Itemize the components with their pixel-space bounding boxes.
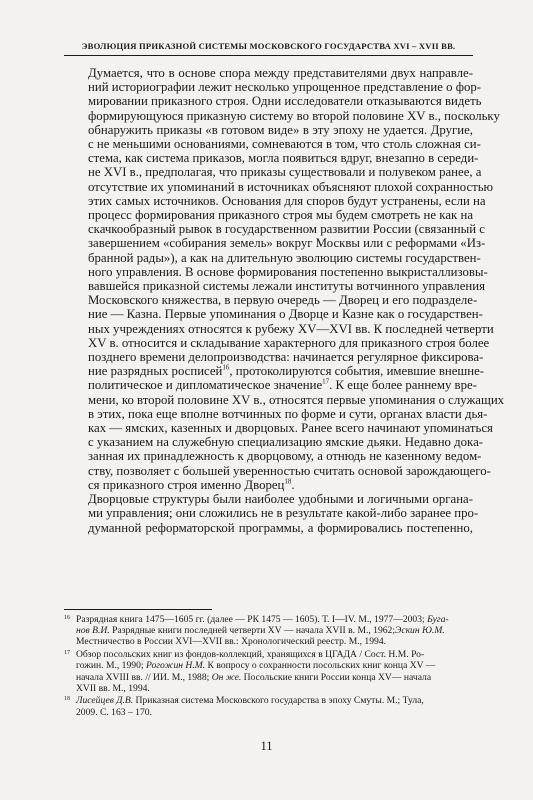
footnote-text: Посольские книги России конца XV— начала <box>241 671 432 683</box>
footnote-line <box>76 614 473 625</box>
text-line: ных учреждениях относятся к рубежу XV—XVI вв. К последней четверти <box>88 321 494 336</box>
running-head: ЭВОЛЮЦИЯ ПРИКАЗНОЙ СИСТЕМЫ МОСКОВСКОГО ГОСУДАРСТВА XVI – XVII ВВ. <box>81 41 456 51</box>
line-text: ся приказного строя именно Дворец <box>88 477 285 492</box>
text-line: этих самых источников. Основания для споров будут устранены, если на <box>88 193 486 208</box>
footnote-text: Разрядная книга 1475—1605 гг. (далее — РК 1475 — 1605). Т. I—IV. М., 1977—2003; <box>76 614 428 625</box>
text-line <box>64 478 473 492</box>
footnote-ref-18[interactable]: 18 <box>284 477 292 486</box>
text-line: ми управления; они сложились не в результате какой-либо заранее про- <box>88 506 479 521</box>
page-number: 11 <box>260 739 273 753</box>
footnote-line: Местничество в России XVI—XVII вв.: Хронологический реестр. М., 1994. <box>76 636 387 648</box>
line-text: политическое и дипломатическое значение <box>88 378 323 393</box>
text-line <box>64 378 477 393</box>
author-name: нов В.И. <box>76 625 110 637</box>
line-text: ние разрядных росписей <box>88 364 223 379</box>
text-line: скачкообразный рывок в государственном развитии России (связанный с <box>88 222 485 237</box>
text-line: позднего времени делопроизводства: начинается регулярное фиксирова- <box>88 350 484 365</box>
text-line: формирующуюся приказную систему во второй половине XV в., поскольку <box>88 108 500 123</box>
text-line: не XVI в., предполагая, что приказы существовали и полувеком ранее, а <box>88 165 482 180</box>
footnote-line <box>76 625 473 636</box>
footnote-16 <box>64 614 473 648</box>
footnote-text: Приказная система Московского государства в эпоху Смуты. М.; Тула, <box>133 695 424 707</box>
main-text <box>64 66 505 535</box>
footnote-text: гожин. М., 1990; <box>76 660 146 672</box>
text-line: ний историографии лежит несколько упрощенное представление о фор- <box>88 80 482 95</box>
footnote-18 <box>64 695 473 717</box>
footnote-ref-16[interactable]: 16 <box>222 364 230 372</box>
text-line: Думается, что в основе спора между представителями двух направле- <box>88 66 473 80</box>
paragraph-1 <box>64 66 505 492</box>
footnote-line: 2009. С. 163 – 170. <box>76 706 152 718</box>
footnote-text: К вопросу о сохранности посольских книг конца XV — <box>205 660 436 672</box>
footnote-line: XVII вв. М., 1994. <box>76 682 150 694</box>
text-line: стема, как система приказов, могла появиться вдруг, внезапно в середи- <box>88 151 479 166</box>
text-line: занная их принадлежность к дворцовому, а отнюдь не казенному ведом- <box>88 449 482 464</box>
footnote-rule <box>64 609 212 610</box>
footnotes <box>64 614 473 719</box>
text-line: Дворцовые структуры были наиболее удобными и логичными органа- <box>88 492 473 507</box>
text-line: ного управления. В основе формирования постепенно выкристаллизовы- <box>88 264 488 279</box>
text-line: с не меньшими основаниями, сомневаются в том, что столь сложная си- <box>88 137 481 152</box>
paragraph-2 <box>64 492 479 535</box>
author-name: Эскин Ю.М. <box>395 625 445 637</box>
footnote-number: 16 <box>64 615 70 621</box>
text-line: в этих, пока еще вполне вотчинных по форме и сути, органах власти дья- <box>88 406 488 421</box>
text-line: отсутствие их упоминаний в источниках объясняют плохой сохранностью <box>88 179 494 194</box>
footnote-text: начала XVIII вв. // ИИ. М., 1988; <box>76 671 212 683</box>
author-name: Буга- <box>427 614 449 625</box>
text-line <box>64 364 485 379</box>
text-line: обнаружить приказы «в готовом виде» в эту эпоху не удается. Другие, <box>88 122 473 137</box>
footnote-text: Разрядные книги последней четверти XV — начала XVII в. М., 1962; <box>109 625 396 637</box>
text-line: мени, ко второй половине XV в., относятся первые упоминания о служащих <box>88 392 505 407</box>
text-line: XV в. относится и складывание характерного для приказного строя более <box>88 335 490 350</box>
text-line: вавшейся приказной системы лежали институты вотчинного управления <box>88 279 485 294</box>
footnote-line <box>76 695 473 706</box>
text-line: бранной рады»), а как на длительную эволюцию системы государствен- <box>88 250 481 265</box>
line-text: . <box>291 477 295 492</box>
text-line: думанной реформаторской программы, а формировались постепенно, <box>88 520 473 535</box>
text-line: с указанием на служебную специализацию ямские дьяки. Недавно дока- <box>88 435 484 450</box>
footnote-17 <box>64 649 473 694</box>
footnote-line: Обзор посольских книг из фондов-коллекций, хранящихся в ЦГАДА / Сост. Н.М. Ро- <box>76 649 425 661</box>
header-rule <box>64 55 473 56</box>
text-line: ках — ямских, казенных и дворцовых. Ранее всего начинают упоминаться <box>88 421 493 436</box>
line-text: , протоколируются события, имевшие внешне- <box>229 364 485 379</box>
text-line: завершением «собирания земель» вокруг Москвы или с реформами «Из- <box>88 236 486 251</box>
line-text: . К еще более раннему вре- <box>329 378 477 393</box>
text-line: ние — Казна. Первые упоминания о Дворце и Казне как о государствен- <box>88 307 483 322</box>
footnote-line <box>76 672 473 683</box>
footnote-ref-17[interactable]: 17 <box>322 378 330 387</box>
author-name: Рогожин Н.М. <box>145 660 206 672</box>
footnote-line <box>76 660 473 671</box>
author-name: Он же. <box>211 671 242 683</box>
text-line: Московского княжества, в первую очередь — Дворец и его подразделе- <box>88 293 478 308</box>
text-line: ству, позволяет с большей уверенностью считать основой зарождающего- <box>88 463 491 478</box>
footnote-number: 18 <box>64 696 70 703</box>
author-name: Лисейцев Д.В. <box>76 695 134 707</box>
footnote-number: 17 <box>64 650 70 657</box>
text-line: мировании приказного строя. Одни исследователи отказываются видеть <box>88 94 482 109</box>
text-line: процесс формирования приказного строя мы будем смотреть не как на <box>88 208 473 223</box>
